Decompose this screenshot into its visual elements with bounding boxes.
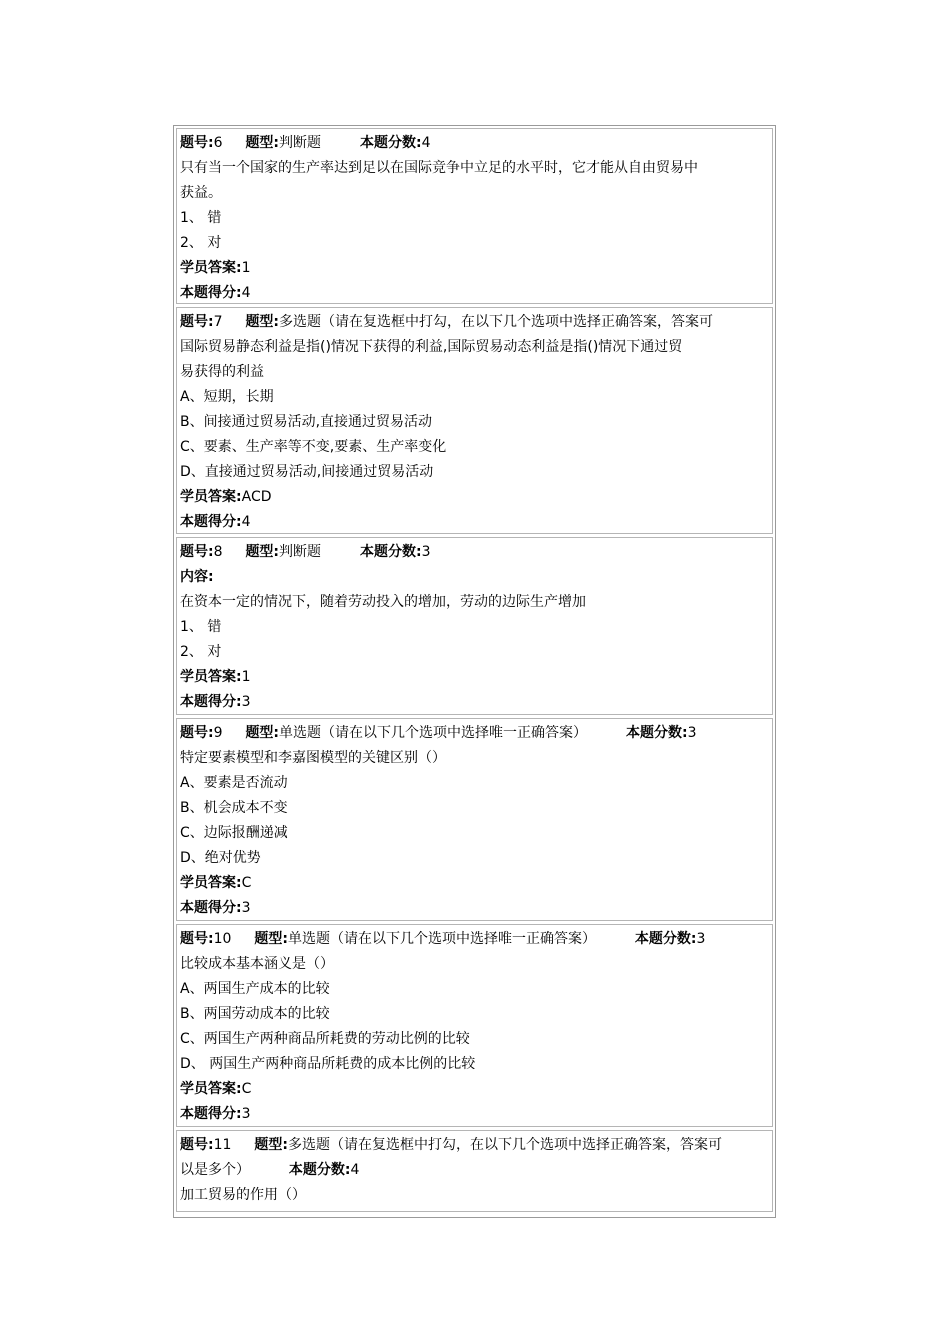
question-header-cont: 以是多个） 本题分数:4 [180, 1162, 360, 1178]
question-stem: 获益。 [180, 185, 222, 201]
question-header: 题号:11 题型:多选题（请在复选框中打勾，在以下几个选项中选择正确答案，答案可 [180, 1137, 722, 1153]
question-number: 6 [213, 135, 223, 151]
student-answer: 学员答案:1 [180, 669, 251, 685]
question-header: 题号:7 题型:多选题（请在复选框中打勾，在以下几个选项中选择正确答案，答案可 [180, 314, 714, 330]
question-got-score: 本题得分:3 [180, 1106, 251, 1122]
question-number: 8 [213, 544, 223, 560]
question-type: 单选题（请在以下几个选项中选择唯一正确答案） [279, 725, 588, 741]
option-d: D、绝对优势 [180, 850, 261, 866]
option-d: D、 两国生产两种商品所耗费的成本比例的比较 [180, 1056, 476, 1072]
option-a: A、短期，长期 [180, 389, 274, 405]
question-type: 判断题 [279, 544, 322, 560]
question-header: 题号:9 题型:单选题（请在以下几个选项中选择唯一正确答案） 本题分数:3 [180, 725, 697, 741]
option-1: 1、 错 [180, 210, 222, 226]
question-stem: 加工贸易的作用（） [180, 1187, 306, 1203]
question-header: 题号:10 题型:单选题（请在以下几个选项中选择唯一正确答案） 本题分数:3 [180, 931, 706, 947]
question-stem: 比较成本基本涵义是（） [180, 956, 334, 972]
question-list [173, 125, 776, 1218]
option-a: A、要素是否流动 [180, 775, 288, 791]
question-header: 题号:6 题型:判断题 本题分数:4 [180, 135, 431, 151]
option-b: B、两国劳动成本的比较 [180, 1006, 330, 1022]
question-type: 多选题（请在复选框中打勾，在以下几个选项中选择正确答案，答案可 [287, 1137, 722, 1153]
option-2: 2、 对 [180, 235, 222, 251]
question-type: 单选题（请在以下几个选项中选择唯一正确答案） [287, 931, 596, 947]
question-block-10 [176, 924, 773, 1127]
option-d: D、直接通过贸易活动,间接通过贸易活动 [180, 464, 434, 480]
option-1: 1、 错 [180, 619, 222, 635]
question-number: 11 [213, 1137, 232, 1153]
question-block-7 [176, 307, 773, 534]
question-stem: 国际贸易静态利益是指()情况下获得的利益,国际贸易动态利益是指()情况下通过贸 [180, 339, 683, 355]
question-block-8 [176, 537, 773, 715]
question-number: 7 [213, 314, 223, 330]
question-block-11 [176, 1130, 773, 1212]
question-stem: 在资本一定的情况下，随着劳动投入的增加，劳动的边际生产增加 [180, 594, 586, 610]
option-c: C、边际报酬递减 [180, 825, 288, 841]
question-type: 多选题（请在复选框中打勾，在以下几个选项中选择正确答案，答案可 [279, 314, 714, 330]
question-block-6 [176, 128, 773, 304]
question-got-score: 本题得分:4 [180, 285, 251, 301]
question-type: 判断题 [279, 135, 322, 151]
student-answer: 学员答案:ACD [180, 489, 272, 505]
question-score: 3 [696, 931, 706, 947]
option-2: 2、 对 [180, 644, 222, 660]
option-b: B、间接通过贸易活动,直接通过贸易活动 [180, 414, 433, 430]
question-header: 题号:8 题型:判断题 本题分数:3 [180, 544, 431, 560]
question-block-9 [176, 718, 773, 921]
option-c: C、要素、生产率等不变,要素、生产率变化 [180, 439, 447, 455]
question-stem: 易获得的利益 [180, 364, 264, 380]
question-score: 4 [421, 135, 431, 151]
student-answer: 学员答案:C [180, 1081, 252, 1097]
question-number: 9 [213, 725, 223, 741]
content-label: 内容: [180, 569, 214, 585]
question-got-score: 本题得分:4 [180, 514, 251, 530]
question-got-score: 本题得分:3 [180, 694, 251, 710]
question-score: 4 [350, 1162, 360, 1178]
student-answer: 学员答案:C [180, 875, 252, 891]
option-b: B、机会成本不变 [180, 800, 288, 816]
question-number: 10 [213, 931, 232, 947]
option-a: A、两国生产成本的比较 [180, 981, 330, 997]
question-score: 3 [421, 544, 431, 560]
question-type-cont: 以是多个） [180, 1162, 250, 1178]
student-answer: 学员答案:1 [180, 260, 251, 276]
question-got-score: 本题得分:3 [180, 900, 251, 916]
question-stem: 只有当一个国家的生产率达到足以在国际竞争中立足的水平时，它才能从自由贸易中 [180, 160, 698, 176]
question-score: 3 [687, 725, 697, 741]
question-stem: 特定要素模型和李嘉图模型的关键区别（） [180, 750, 446, 766]
option-c: C、两国生产两种商品所耗费的劳动比例的比较 [180, 1031, 470, 1047]
